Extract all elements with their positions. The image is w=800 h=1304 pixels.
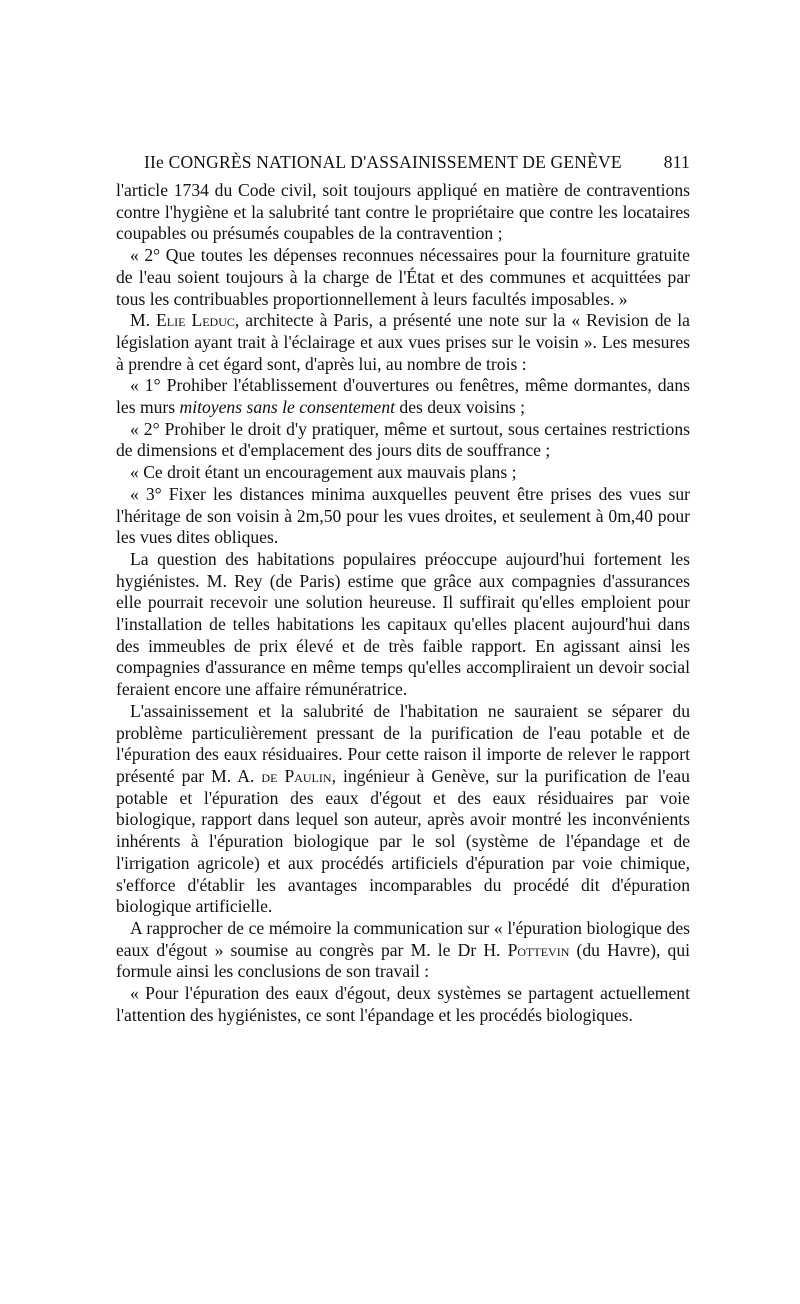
- paragraph-3-lead: M.: [130, 310, 157, 331]
- paragraph-10-post: (du Havre), qui formule ainsi les conclusions de son travail :: [116, 939, 690, 982]
- paragraph-5: « 2° Prohiber le droit d'y pratiquer, même et surtout, sous certaines restrictions de dimensions et d'emplacement des jours dits de souffrance ;: [116, 418, 690, 461]
- running-title: IIe CONGRÈS NATIONAL D'ASSAINISSEMENT DE GENÈVE: [144, 152, 622, 172]
- paragraph-3-text: « Revision de la législation ayant trait à l'éclairage et aux vues prises sur le voisin ». Les mesures à prendre à cet égard sont, d'après lui, au nombre de trois :: [116, 310, 690, 374]
- book-page: [116, 0, 690, 1304]
- paragraph-10-pre: A rapprocher de ce mémoire la communication sur « l'épuration biologique des eaux d'égout » soumise au congrès par M. le Dr H.: [116, 917, 690, 960]
- running-header: [116, 152, 690, 176]
- paragraph-4-pre: « 1° Prohiber l'établissement d'ouvertures ou fenêtres, même dormantes, dans les murs: [116, 375, 690, 418]
- body-text: [116, 180, 690, 1026]
- paragraph-4: [116, 375, 690, 418]
- paragraph-3: [116, 310, 690, 375]
- paragraph-1: l'article 1734 du Code civil, soit toujours appliqué en matière de contraventions contre l'hygiène et la salubrité tant contre le propriétaire que contre les locataires coupables ou présumés coupables de la contravention ;: [116, 180, 690, 244]
- page-number: 811: [663, 152, 690, 172]
- paragraph-8: La question des habitations populaires préoccupe aujourd'hui fortement les hygiénistes. M. Rey (de Paris) estime que grâce aux compagnies d'assurances elle pourrait recevoir une solution heureuse. Il suffirait qu'elles emploient pour l'installation de telles habitations les capitaux qu'elles placent aujourd'hui dans des immeubles de prix élevé et de très faible rapport. En agissant ainsi les compagnies d'assurance en même temps qu'elles accompliraient un devoir social feraient encore une affaire rémunératrice.: [116, 548, 690, 700]
- paragraph-3-lead-after: , architecte à Paris, a présenté une note sur la: [234, 310, 572, 331]
- paragraph-2: « 2° Que toutes les dépenses reconnues nécessaires pour la fourniture gratuite de l'eau soient toujours à la charge de l'État et des communes et acquittées par tous les contribuables proportionnellement à leurs facultés imposables. »: [116, 245, 690, 309]
- author-name-pottevin: Pottevin: [507, 939, 570, 960]
- paragraph-9-pre: L'assainissement et la salubrité de l'habitation ne sauraient se séparer du problème particulièrement pressant de la purification de l'eau potable et de l'épuration des eaux résiduaires. Pour cette raison il importe de relever le rapport présenté par M. A.: [116, 700, 690, 786]
- author-name-paulin: de Paulin: [261, 765, 332, 786]
- paragraph-4-post: des deux voisins ;: [395, 397, 526, 418]
- paragraph-7: « 3° Fixer les distances minima auxquelles peuvent être prises des vues sur l'héritage de son voisin à 2m,50 pour les vues droites, et seulement à 0m,40 pour les vues dites obliques.: [116, 483, 690, 548]
- paragraph-11: « Pour l'épuration des eaux d'égout, deux systèmes se partagent actuellement l'attention des hygiénistes, ce sont l'épandage et les procédés biologiques.: [116, 983, 690, 1025]
- paragraph-6: « Ce droit étant un encouragement aux mauvais plans ;: [130, 462, 517, 483]
- paragraph-10: [116, 918, 690, 983]
- paragraph-4-italic: mitoyens sans le consentement: [179, 397, 396, 418]
- author-name-leduc: Elie Leduc: [156, 310, 235, 331]
- paragraph-9: [116, 701, 690, 918]
- paragraph-9-post: , ingénieur à Genève, sur la purification de l'eau potable et l'épuration des eaux d'égout et des eaux résiduaires par voie biologique, rapport dans lequel son auteur, après avoir montré les inconvénients inhérents à l'épuration biologique par le sol (système de l'épandage et de l'irrigation agricole) et aux procédés artificiels d'épuration par voie chimique, s'efforce d'établir les avantages incomparables du procédé dit d'épuration biologique artificielle.: [116, 765, 690, 917]
